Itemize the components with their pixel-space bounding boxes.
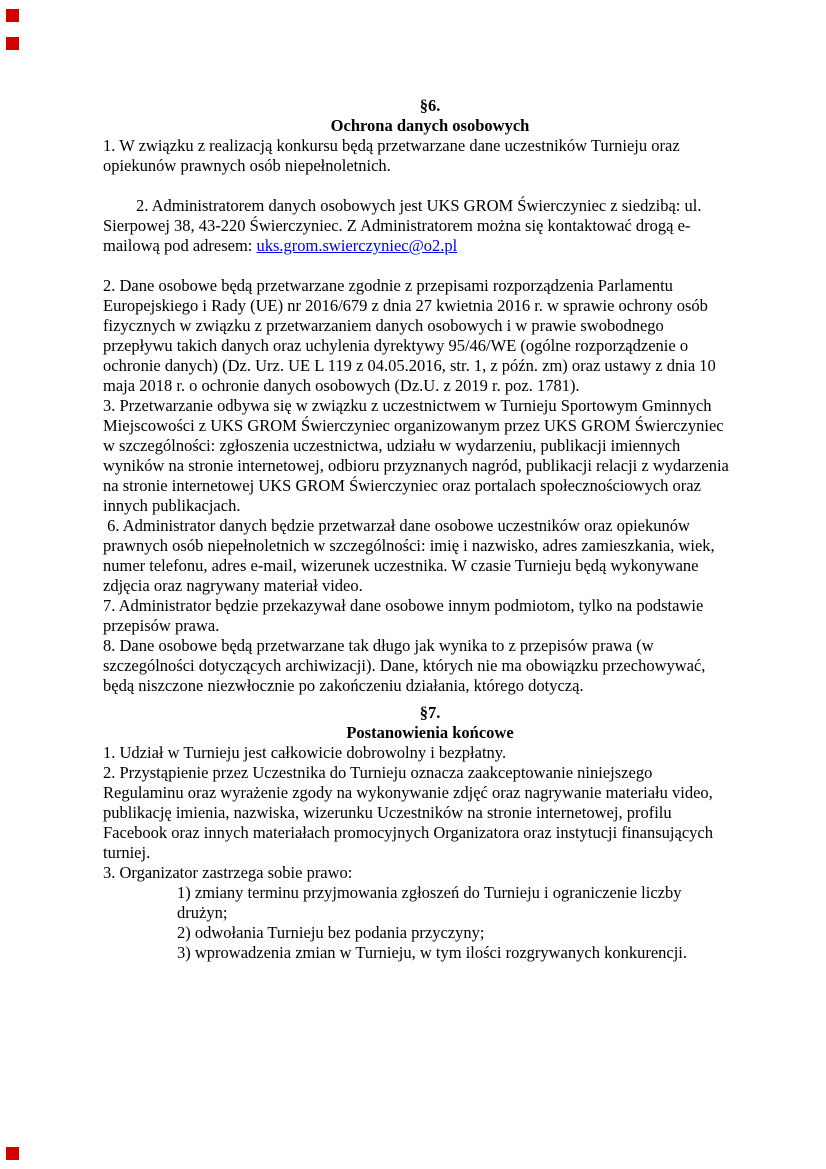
email-link[interactable]: uks.grom.swierczyniec@o2.pl xyxy=(256,236,458,255)
document-content xyxy=(103,96,733,963)
paragraph-acceptance: 2. Przystąpienie przez Uczestnika do Turnieju oznacza zaakceptowanie niniejszego Regulaminu oraz wyrażenie zgody na wykonywanie zdjęć oraz nagrywanie materiału video, publikację imienia, nazwiska, wizerunku Uczestników na stronie internetowej, profilu Facebook oraz innych materiałach promocyjnych Organizatora oraz instytucji finansujących turniej. xyxy=(103,763,718,862)
red-marker-icon xyxy=(6,1147,19,1160)
section-7 xyxy=(103,703,730,963)
list-item: 2) odwołania Turnieju bez podania przyczyny; xyxy=(177,923,485,942)
section-6-title: Ochrona danych osobowych xyxy=(330,116,530,135)
paragraph-processing-purpose: 3. Przetwarzanie odbywa się w związku z uczestnictwem w Turnieju Sportowym Gminnych Miejscowości z UKS GROM Świerczyniec organizowanym przez UKS GROM Świerczyniec w szczególności: zgłoszenia uczestnictwa, udziału w wydarzeniu, publikacji imiennych wyników na stronie internetowej, odbioru przyznanych nagród, publikacji relacji z wydarzenia na stronie internetowej UKS GROM Świerczyniec oraz portalach społecznościowych oraz innych publikacjach. xyxy=(103,396,733,515)
section-7-number: §7. xyxy=(419,703,441,722)
paragraph-data-scope: 6. Administrator danych będzie przetwarzał dane osobowe uczestników oraz opiekunów prawnych osób niepełnoletnich w szczególności: imię i nazwisko, adres zamieszkania, wiek, numer telefonu, adres e-mail, wizerunek uczestnika. W czasie Turnieju będą wykonywane zdjęcia oraz nagrywany materiał video. xyxy=(103,516,719,595)
paragraph-data-retention: 8. Dane osobowe będą przetwarzane tak długo jak wynika to z przepisów prawa (w szczególności dotyczących archiwizacji). Dane, których nie ma obowiązku przechowywać, będą niszczone niezwłocznie po zakończeniu działania, którego dotyczą. xyxy=(103,636,710,695)
red-marker-icon xyxy=(6,37,19,50)
list-item: 3) wprowadzenia zmian w Turnieju, w tym ilości rozgrywanych konkurencji. xyxy=(177,943,688,962)
paragraph-gdpr-regulation: 2. Dane osobowe będą przetwarzane zgodnie z przepisami rozporządzenia Parlamentu Europejskiego i Rady (UE) nr 2016/679 z dnia 27 kwietnia 2016 r. w sprawie ochrony osób fizycznych w związku z przetwarzaniem danych osobowych i w prawie swobodnego przepływu takich danych oraz uchylenia dyrektywy 95/46/WE (ogólne rozporządzenie o ochronie danych) (Dz. Urz. UE L 119 z 04.05.2016, str. 1, z późn. zm) oraz ustawy z dnia 10 maja 2018 r. o ochronie danych osobowych (Dz.U. z 2019 r. poz. 1781). xyxy=(103,276,720,395)
section-7-title: Postanowienia końcowe xyxy=(346,723,514,742)
list-item: 1) zmiany terminu przyjmowania zgłoszeń do Turnieju i ograniczenie liczby drużyn; xyxy=(177,883,686,922)
paragraph-administrator xyxy=(103,176,730,276)
paragraph-data-sharing: 7. Administrator będzie przekazywał dane osobowe innym podmiotom, tylko na podstawie przepisów prawa. xyxy=(103,596,708,635)
red-marker-icon xyxy=(6,9,19,22)
paragraph-organizer-rights: 3. Organizator zastrzega sobie prawo: xyxy=(103,863,353,882)
section-6 xyxy=(103,96,733,696)
paragraph-participants-data: 1. W związku z realizacją konkursu będą przetwarzane dane uczestników Turnieju oraz opiekunów prawnych osób niepełnoletnich. xyxy=(103,136,684,175)
section-6-number: §6. xyxy=(419,96,441,115)
paragraph-voluntary: 1. Udział w Turnieju jest całkowicie dobrowolny i bezpłatny. xyxy=(103,743,507,762)
paragraph-administrator-text: 2. Administratorem danych osobowych jest UKS GROM Świerczyniec z siedzibą: ul. Sierpowej 38, 43-220 Świerczyniec. Z Administratorem można się kontaktować drogą e-mailową pod adresem: xyxy=(103,196,706,255)
